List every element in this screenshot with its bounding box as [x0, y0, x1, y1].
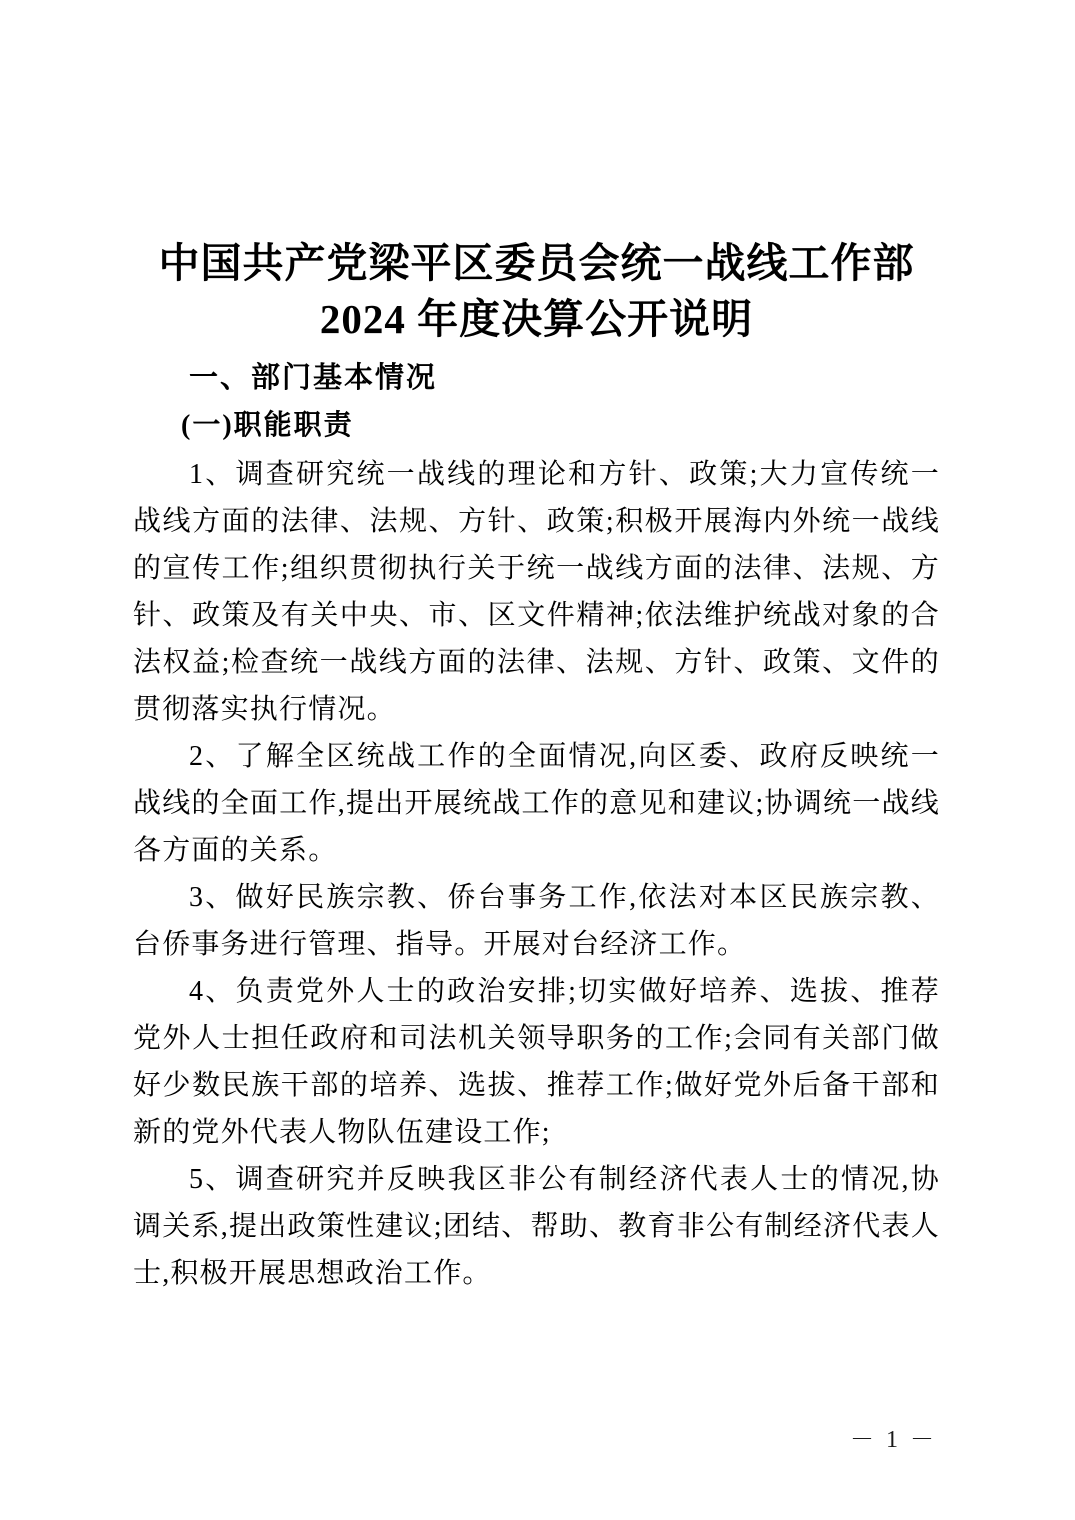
document-title-line1: 中国共产党梁平区委员会统一战线工作部: [158, 240, 915, 286]
document-title-line2: 2024 年度决算公开说明: [319, 296, 754, 342]
paragraph-duty-3: 3、做好民族宗教、侨台事务工作,依法对本区民族宗教、台侨事务进行管理、指导。开展对台经济工作。: [133, 882, 940, 960]
paragraph-duty-5: 5、调查研究并反映我区非公有制经济代表人士的情况,协调关系,提出政策性建议;团结、帮助、教育非公有制经济代表人士,积极开展思想政治工作。: [133, 1164, 940, 1289]
paragraph-duty-2: 2、了解全区统战工作的全面情况,向区委、政府反映统一战线的全面工作,提出开展统战工作的意见和建议;协调统一战线各方面的关系。: [133, 741, 940, 866]
body-text: [133, 451, 940, 1297]
section-heading-basic-information: 一、部门基本情况: [189, 362, 438, 394]
subsection-heading-duties: (一)职能职责: [181, 410, 354, 441]
paragraph-duty-4: 4、负责党外人士的政治安排;切实做好培养、选拔、推荐党外人士担任政府和司法机关领导职务的工作;会同有关部门做好少数民族干部的培养、选拔、推荐工作;做好党外后备干部和新的党外代表人物队伍建设工作;: [133, 976, 940, 1148]
document-title: [133, 235, 940, 347]
page-number: － 1 －: [850, 1427, 937, 1453]
paragraph-duty-1: 1、调查研究统一战线的理论和方针、政策;大力宣传统一战线方面的法律、法规、方针、政策;积极开展海内外统一战线的宣传工作;组织贯彻执行关于统一战线方面的法律、法规、方针、政策及有关中央、市、区文件精神;依法维护统战对象的合法权益;检查统一战线方面的法律、法规、方针、政策、文件的贯彻落实执行情况。: [133, 459, 940, 725]
